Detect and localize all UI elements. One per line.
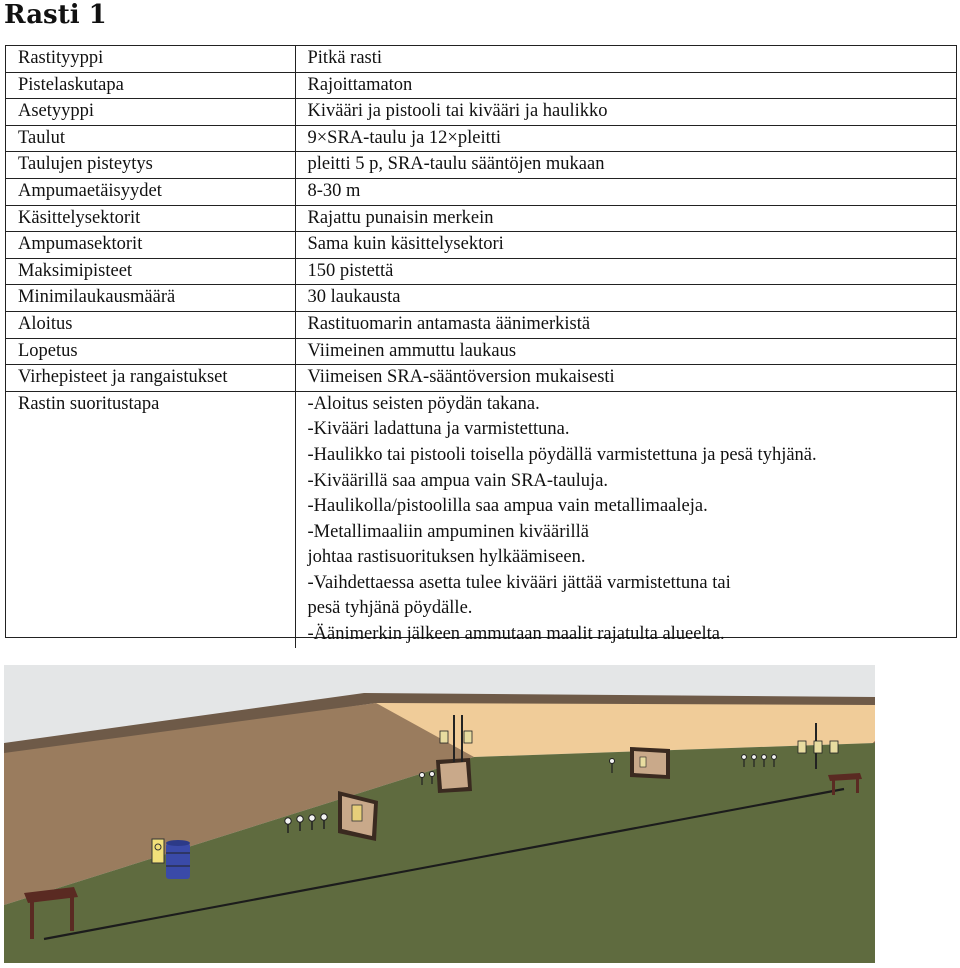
spec-row [6,311,956,338]
spec-value: Rastituomarin antamasta äänimerkistä [295,311,956,338]
procedure-steps [295,391,956,647]
spec-value: 8-30 m [295,178,956,205]
page-title: Rasti 1 [4,0,107,30]
spec-value: Rajattu punaisin merkein [295,205,956,232]
sra-target [152,839,164,863]
spec-label: Taulujen pisteytys [6,152,295,179]
spec-table [6,46,956,648]
spec-label: Lopetus [6,338,295,365]
procedure-row [6,391,956,647]
spec-label: Ampumasektorit [6,232,295,259]
procedure-step: pesä tyhjänä pöydälle. [307,598,473,619]
spec-value: Pitkä rasti [295,46,956,72]
spec-row [6,178,956,205]
spec-row [6,72,956,99]
spec-row [6,258,956,285]
spec-value: pleitti 5 p, SRA-taulu sääntöjen mukaan [295,152,956,179]
spec-value: Sama kuin käsittelysektori [295,232,956,259]
spec-value: Viimeisen SRA-sääntöversion mukaisesti [295,365,956,392]
procedure-step: -Haulikolla/pistoolilla saa ampua vain metallimaaleja. [307,496,708,517]
spec-row [6,205,956,232]
procedure-step: -Äänimerkin jälkeen ammutaan maalit rajatulta alueelta. [307,624,725,645]
spec-label: Aloitus [6,311,295,338]
spec-row [6,152,956,179]
spec-label: Virhepisteet ja rangaistukset [6,365,295,392]
procedure-step: johtaa rastisuorituksen hylkäämiseen. [307,547,586,568]
spec-value: 150 pistettä [295,258,956,285]
spec-value: 9×SRA-taulu ja 12×pleitti [295,125,956,152]
spec-value: Viimeinen ammuttu laukaus [295,338,956,365]
procedure-step: -Vaihdettaessa asetta tulee kivääri jättää varmistettuna tai [307,572,731,593]
spec-row [6,46,956,72]
spec-label: Käsittelysektorit [6,205,295,232]
stage-spec-table [5,45,957,645]
procedure-step: -Haulikko tai pistooli toisella pöydällä varmistettuna ja pesä tyhjänä. [307,444,817,465]
spec-row [6,125,956,152]
spec-table-body [6,46,956,648]
procedure-step: -Metallimaaliin ampuminen kiväärillä [307,521,590,542]
spec-row [6,285,956,312]
spec-label: Ampumaetäisyydet [6,178,295,205]
spec-row [6,99,956,126]
spec-row [6,338,956,365]
spec-label: Maksimipisteet [6,258,295,285]
stage-layout-illustration [4,665,875,963]
spec-label: Rastityyppi [6,46,295,72]
spec-value: 30 laukausta [295,285,956,312]
spec-label: Minimilaukausmäärä [6,285,295,312]
procedure-step: -Aloitus seisten pöydän takana. [307,393,540,414]
procedure-label: Rastin suoritustapa [6,391,295,647]
procedure-step: -Kiväärillä saa ampua vain SRA-tauluja. [307,470,609,491]
spec-label: Taulut [6,125,295,152]
barrel [166,840,190,879]
spec-value: Rajoittamaton [295,72,956,99]
spec-label: Pistelaskutapa [6,72,295,99]
spec-value: Kivääri ja pistooli tai kivääri ja haulikko [295,99,956,126]
spec-row [6,365,956,392]
spec-label: Asetyyppi [6,99,295,126]
spec-row [6,232,956,259]
procedure-step: -Kivääri ladattuna ja varmistettuna. [307,419,570,440]
